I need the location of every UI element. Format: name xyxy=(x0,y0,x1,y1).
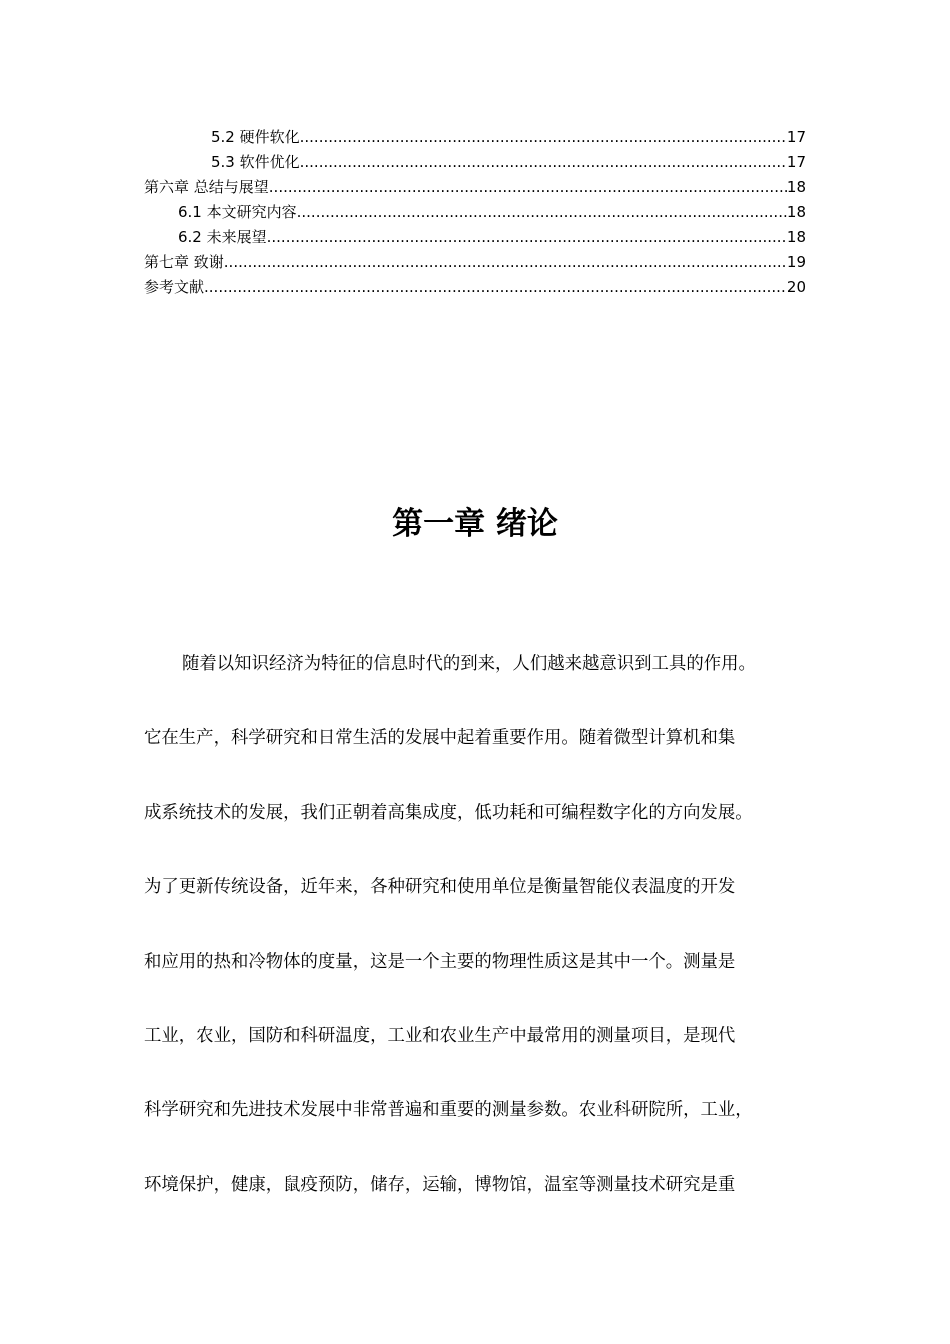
toc-dot-leader xyxy=(267,225,787,250)
toc-dot-leader xyxy=(204,275,787,300)
toc-entry-title: 5.2 硬件软化 xyxy=(211,128,300,146)
toc-entry-title: 参考文献 xyxy=(144,278,205,296)
toc-page-number: 19 xyxy=(786,253,806,271)
toc-page-number: 18 xyxy=(786,178,806,196)
toc-page-number: 18 xyxy=(786,228,806,246)
toc-entry-chapter-6[interactable] xyxy=(144,175,806,200)
toc-page-number: 17 xyxy=(786,153,806,171)
toc-dot-leader xyxy=(300,150,787,175)
toc-entry-6-1[interactable] xyxy=(144,200,806,225)
toc-entry-title: 6.1 本文研究内容 xyxy=(178,203,297,221)
chapter-title: 第一章 绪论 xyxy=(392,506,558,542)
paragraph-line: 成系统技术的发展，我们正朝着高集成度，低功耗和可编程数字化的方向发展。 xyxy=(144,802,753,823)
toc-entry-5-2[interactable] xyxy=(144,125,806,150)
paragraph-line: 随着以知识经济为特征的信息时代的到来，人们越来越意识到工具的作用。 xyxy=(182,654,756,674)
toc-entry-references[interactable] xyxy=(144,275,806,300)
toc-entry-6-2[interactable] xyxy=(144,225,806,250)
toc-entry-title: 第七章 致谢 xyxy=(144,253,224,271)
toc-entry-chapter-7[interactable] xyxy=(144,250,806,275)
toc-dot-leader xyxy=(300,125,787,150)
toc-page-number: 17 xyxy=(786,128,806,146)
paragraph-line: 它在生产，科学研究和日常生活的发展中起着重要作用。随着微型计算机和集 xyxy=(144,728,736,749)
toc-dot-leader xyxy=(269,175,787,200)
paragraph-line: 科学研究和先进技术发展中非常普遍和重要的测量参数。农业科研院所，工业， xyxy=(144,1100,753,1121)
toc-page-number: 20 xyxy=(786,278,806,296)
toc-entry-title: 5.3 软件优化 xyxy=(211,153,300,171)
paragraph-line: 和应用的热和冷物体的度量，这是一个主要的物理性质这是其中一个。测量是 xyxy=(144,951,736,972)
toc-entry-title: 第六章 总结与展望 xyxy=(144,178,269,196)
paragraph-line: 环境保护，健康，鼠疫预防，储存，运输，博物馆，温室等测量技术研究是重 xyxy=(144,1174,736,1195)
toc-entry-title: 6.2 未来展望 xyxy=(178,228,267,246)
toc-page-number: 18 xyxy=(786,203,806,221)
table-of-contents xyxy=(144,125,806,300)
body-paragraph xyxy=(144,644,822,1239)
toc-entry-5-3[interactable] xyxy=(144,150,806,175)
toc-dot-leader xyxy=(297,200,787,225)
paragraph-line: 为了更新传统设备，近年来，各种研究和使用单位是衡量智能仪表温度的开发 xyxy=(144,877,736,898)
toc-dot-leader xyxy=(224,250,787,275)
paragraph-line: 工业，农业，国防和科研温度，工业和农业生产中最常用的测量项目，是现代 xyxy=(144,1025,736,1046)
